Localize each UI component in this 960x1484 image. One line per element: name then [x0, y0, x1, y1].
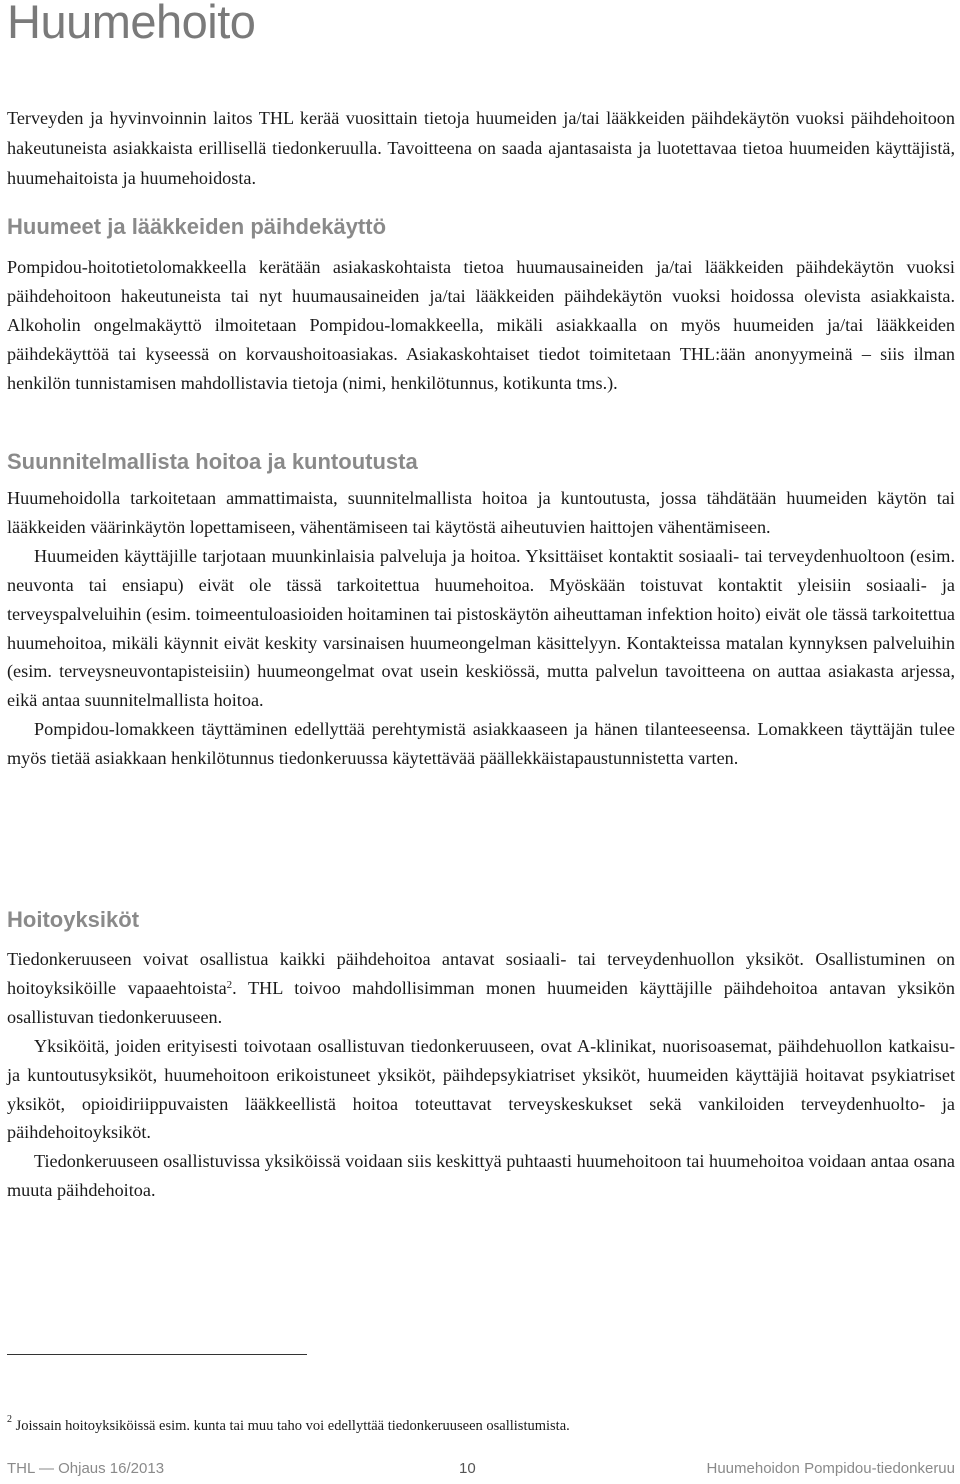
paragraph: Huumeiden käyttäjille tarjotaan muunkinlaisia palveluja ja hoitoa. Yksittäiset kontaktit sosiaali- tai terveydenhuoltoon (esim. neuvonta tai ensiapu) eivät ole tässä tarkoitettua huumehoitoa. Myöskään toistuvat kontaktit yleisiin sosiaali- ja terveyspalveluihin (esim. toimeentuloasioiden hoitaminen tai pistoskäytön aiheuttaman infektion hoito) eivät ole tässä tarkoitettua huumehoitoa, mikäli käynnit eivät keskity varsinaisen huumeongelman käsittelyyn. Kontakteissa matalan kynnyksen palveluihin (esim. terveysneuvontapisteisiin) huumeongelmat ovat usein keskiössä, mutta palvelun tavoitteena on auttaa asiakasta arjessa, eikä antaa suunnitelmallista hoitoa. [7, 545, 955, 711]
footer-publication: THL — Ohjaus 16/2013 [7, 1460, 165, 1477]
page-title: Huumehoito [7, 0, 256, 48]
footer-document-title: Huumehoidon Pompidou-tiedonkeruu [706, 1460, 955, 1477]
paragraph: Pompidou-lomakkeen täyttäminen edellyttää perehtymistä asiakkaaseen ja hänen tilanteeseensa. Lomakkeen täyttäjän tulee myös tietää asiakkaan henkilötunnus tiedonkeruussa käytettävää päällekkäistapaustunnistetta varten. [7, 719, 955, 769]
page-footer [7, 1460, 955, 1484]
paragraph: Huumehoidolla tarkoitetaan ammattimaista, suunnitelmallista hoitoa ja kuntoutusta, jossa tähdätään huumeiden käytön tai lääkkeiden väärinkäytön lopettamiseen, vähentämiseen tai käytöstä aiheutuvien haittojen vähentämiseen. [7, 488, 955, 537]
section-body-planned-treatment [7, 484, 955, 773]
paragraph: Yksiköitä, joiden erityisesti toivotaan osallistuvan tiedonkeruuseen, ovat A-klinikat, nuorisoasemat, päihdehuollon katkaisu- ja kuntoutusyksiköt, huumehoitoon erikoistuneet yksiköt, päihdepsykiatriset yksiköt, huumeiden käyttäjiä hoitavat psykiatriset yksiköt, opioidiriippuvaisten lääkkeellistä hoitoa toteuttavat terveyskeskukset sekä vankiloiden terveydenhuolto- ja päihdehoitoyksiköt. [7, 1035, 955, 1143]
intro-paragraph: Terveyden ja hyvinvoinnin laitos THL kerää vuosittain tietoja huumeiden ja/tai lääkkeiden päihdekäytön vuoksi päihdehoitoon hakeutuneista asiakkaista erillisellä tiedonkeruulla. Tavoitteena on saada ajantasaista ja luotettavaa tietoa huumeiden käyttäjistä, huumehaitoista ja huumehoidosta. [7, 108, 955, 188]
paragraph-text: . THL toivoo mahdollisimman monen huumeiden käyttäjille päihdehoitoa antavan yksikön osallistuvan tiedonkeruuseen. [7, 977, 955, 1027]
section-heading-planned-treatment: Suunnitelmallista hoitoa ja kuntoutusta [7, 449, 418, 474]
footnote-number: 2 [7, 1414, 12, 1425]
section-heading-substance-use: Huumeet ja lääkkeiden päihdekäyttö [7, 214, 387, 239]
paragraph [7, 945, 955, 1032]
section-body-treatment-units [7, 945, 955, 1205]
footnote [7, 1416, 570, 1436]
footnote-divider [7, 1354, 307, 1355]
section-heading-treatment-units: Hoitoyksiköt [7, 907, 140, 932]
section-body-substance-use [7, 253, 955, 398]
paragraph: Pompidou-hoitotietolomakkeella kerätään asiakaskohtaista tietoa huumausaineiden ja/tai lääkkeiden päihdekäytön vuoksi päihdehoitoon hakeutuneista tai nyt huumausaineiden ja/tai lääkkeiden päihdekäytön vuoksi hoidossa olevista asiakkaista. Alkoholin ongelmakäyttö ilmoitetaan Pompidou-lomakkeella, mikäli asiakkaalla on myös huumeiden ja/tai lääkkeiden päihdekäyttöä tai kyseessä on korvaushoitoasiakas. Asiakaskohtaiset tiedot toimitetaan THL:ään anonyymeinä – siis ilman henkilön tunnistamisen mahdollistavia tietoja (nimi, henkilötunnus, kotikunta tms.). [7, 257, 955, 393]
paragraph-text: Tiedonkeruuseen voivat osallistua kaikki päihdehoitoa antavat sosiaali- tai terveydenhuollon yksiköt. Osallistuminen on hoitoyksiköille vapaaehtoista [7, 949, 955, 998]
footnote-reference[interactable]: 2 [226, 978, 233, 991]
page-number: 10 [459, 1460, 476, 1477]
paragraph: Tiedonkeruuseen osallistuvissa yksiköissä voidaan siis keskittyä puhtaasti huumehoitoon tai huumehoitoa voidaan antaa osana muuta päihdehoitoa. [7, 1151, 955, 1201]
footnote-text: Joissain hoitoyksiköissä esim. kunta tai muu taho voi edellyttää tiedonkeruuseen osallistumista. [15, 1418, 570, 1434]
